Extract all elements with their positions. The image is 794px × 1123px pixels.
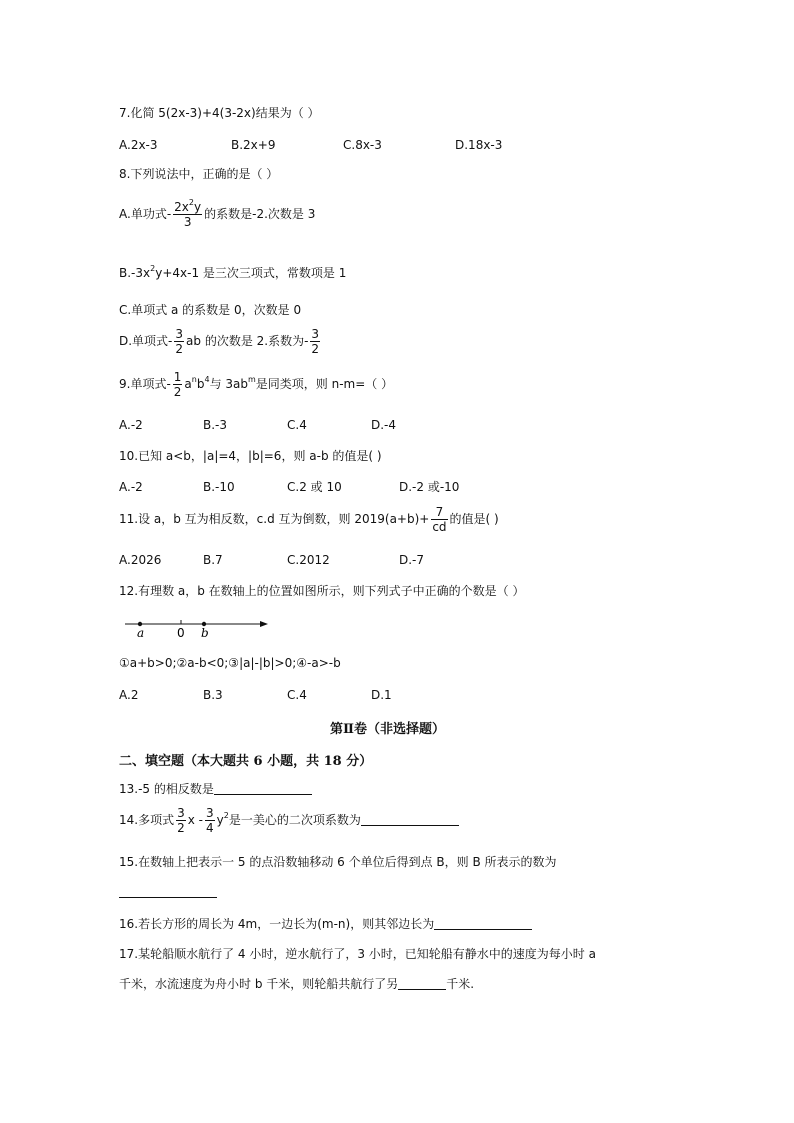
question-8-stem: 8.下列说法中，正确的是（ ） bbox=[119, 167, 279, 181]
q17-line2-prefix: 千米，水流速度为舟小时 b 千米，则轮船共航行了另 bbox=[119, 977, 399, 991]
answer-blank[interactable] bbox=[119, 885, 217, 898]
q11-option-d: D.-7 bbox=[399, 553, 425, 567]
fraction-numerator: 3 bbox=[175, 327, 184, 341]
q13-text: 13.-5 的相反数是 bbox=[119, 782, 214, 796]
fraction bbox=[173, 200, 202, 229]
q9-prefix: 9.单项式- bbox=[119, 377, 171, 391]
fraction bbox=[205, 806, 215, 835]
q8-option-b bbox=[119, 266, 346, 280]
q9-middle: 与 3ab bbox=[209, 377, 248, 391]
q9-var-b: b bbox=[196, 377, 205, 391]
q12-option-d: D.1 bbox=[371, 688, 392, 702]
fraction bbox=[310, 327, 320, 356]
question-9-stem bbox=[119, 370, 393, 399]
section-title: 第Ⅱ卷（非选择题） bbox=[330, 722, 445, 737]
q12-option-b: B.3 bbox=[203, 688, 223, 702]
question-17-line2 bbox=[119, 977, 474, 991]
q14-var-y: y bbox=[216, 813, 224, 827]
answer-blank[interactable] bbox=[434, 917, 532, 930]
q9-option-b: B.-3 bbox=[203, 418, 228, 432]
q17-line2-suffix: 千米. bbox=[446, 977, 475, 991]
q14-prefix: 14.多项式 bbox=[119, 813, 175, 827]
fraction-numerator: 3 bbox=[311, 327, 320, 341]
q10-option-b: B.-10 bbox=[203, 480, 235, 494]
arrow-head-icon bbox=[260, 621, 268, 627]
exponent: 2 bbox=[150, 264, 156, 273]
exponent: m bbox=[248, 375, 256, 384]
q8-d-prefix: D.单项式- bbox=[119, 334, 173, 348]
question-17-line1: 17.某轮船顺水航行了 4 小时，逆水航行了，3 小时，已知轮船有静水中的速度为每小时 a bbox=[119, 947, 596, 961]
q9-option-c: C.4 bbox=[287, 418, 307, 432]
q14-suffix: 是一美心的二次项系数为 bbox=[228, 813, 361, 827]
fraction bbox=[176, 806, 186, 835]
exponent: 4 bbox=[204, 375, 210, 384]
q7-option-c: C.8x-3 bbox=[343, 138, 382, 152]
q11-option-b: B.7 bbox=[203, 553, 223, 567]
answer-blank[interactable] bbox=[398, 977, 446, 990]
fraction bbox=[431, 505, 447, 534]
q7-option-b: B.2x+9 bbox=[231, 138, 276, 152]
q11-option-c: C.2012 bbox=[287, 553, 330, 567]
q10-option-d: D.-2 或-10 bbox=[399, 480, 460, 494]
q8-b-suffix: y+4x-1 是三次三项式，常数项是 1 bbox=[155, 266, 347, 280]
fraction-numerator: 3 bbox=[177, 806, 185, 820]
q16-text: 16.若长方形的周长为 4m，一边长为(m-n)，则其邻边长为 bbox=[119, 917, 435, 931]
q14-middle: x - bbox=[187, 813, 203, 827]
q8-b-prefix: B.-3x bbox=[119, 266, 151, 280]
q10-option-c: C.2 或 10 bbox=[287, 480, 342, 494]
question-14 bbox=[119, 806, 459, 835]
q8-option-c: C.单项式 a 的系数是 0，次数是 0 bbox=[119, 303, 302, 317]
question-16 bbox=[119, 917, 532, 931]
q9-option-a: A.-2 bbox=[119, 418, 143, 432]
fraction-numerator: 7 bbox=[435, 505, 444, 519]
question-15-line2 bbox=[119, 885, 217, 899]
q7-option-a: A.2x-3 bbox=[119, 138, 158, 152]
q11-option-a: A.2026 bbox=[119, 553, 162, 567]
axis-label-b: b bbox=[201, 626, 209, 640]
q8-a-prefix: A.单功式- bbox=[119, 207, 172, 221]
q8-d-middle: ab 的次数是 2.系数为- bbox=[186, 334, 309, 348]
question-7-stem: 7.化简 5(2x-3)+4(3-2x)结果为（ ） bbox=[119, 106, 320, 120]
q9-option-d: D.-4 bbox=[371, 418, 397, 432]
question-15-line1: 15.在数轴上把表示一 5 的点沿数轴移动 6 个单位后得到点 B，则 B 所表示的数为 bbox=[119, 855, 557, 869]
q10-option-a: A.-2 bbox=[119, 480, 143, 494]
exponent: n bbox=[191, 375, 197, 384]
question-13 bbox=[119, 782, 312, 796]
q8-option-d bbox=[119, 327, 322, 356]
answer-blank[interactable] bbox=[214, 782, 312, 795]
section-heading: 二、填空题（本大题共 6 小题，共 18 分） bbox=[119, 754, 373, 769]
fraction-denominator: 2 bbox=[173, 385, 182, 399]
fraction-denominator: 2 bbox=[177, 821, 185, 835]
q7-option-d: D.18x-3 bbox=[455, 138, 503, 152]
q8-option-a bbox=[119, 200, 315, 229]
fraction-numerator-var: y bbox=[194, 200, 202, 214]
q11-suffix: 的值是( ) bbox=[449, 512, 499, 526]
question-12-stem: 12.有理数 a，b 在数轴上的位置如图所示，则下列式子中正确的个数是（ ） bbox=[119, 584, 525, 598]
answer-blank[interactable] bbox=[361, 813, 459, 826]
axis-label-0: 0 bbox=[177, 626, 185, 640]
q12-option-a: A.2 bbox=[119, 688, 139, 702]
fraction-denominator: 2 bbox=[311, 342, 320, 356]
question-11-stem bbox=[119, 505, 499, 534]
number-line-figure bbox=[119, 612, 274, 642]
q9-var-a: a bbox=[184, 377, 192, 391]
q8-a-suffix: 的系数是-2.次数是 3 bbox=[204, 207, 316, 221]
q12-statements: ①a+b>0;②a-b<0;③|a|-|b|>0;④-a>-b bbox=[119, 656, 341, 670]
q9-suffix: 是同类项，则 n-m=（ ） bbox=[255, 377, 394, 391]
exponent: 2 bbox=[223, 811, 229, 820]
fraction bbox=[173, 370, 183, 399]
exponent: 2 bbox=[188, 198, 194, 207]
question-10-stem: 10.已知 a<b，|a|=4，|b|=6，则 a-b 的值是( ) bbox=[119, 449, 382, 463]
fraction-denominator: 3 bbox=[173, 214, 202, 229]
q11-prefix: 11.设 a，b 互为相反数，c.d 互为倒数，则 2019(a+b)+ bbox=[119, 512, 430, 526]
fraction-denominator: 4 bbox=[205, 821, 214, 835]
fraction-denominator: 2 bbox=[175, 342, 184, 356]
axis-label-a: a bbox=[137, 626, 145, 640]
fraction-denominator: cd bbox=[432, 520, 447, 534]
fraction-numerator: 1 bbox=[173, 370, 182, 384]
fraction-numerator: 3 bbox=[205, 806, 214, 820]
fraction-numerator: 2x bbox=[174, 200, 189, 214]
q12-option-c: C.4 bbox=[287, 688, 307, 702]
fraction bbox=[174, 327, 184, 356]
